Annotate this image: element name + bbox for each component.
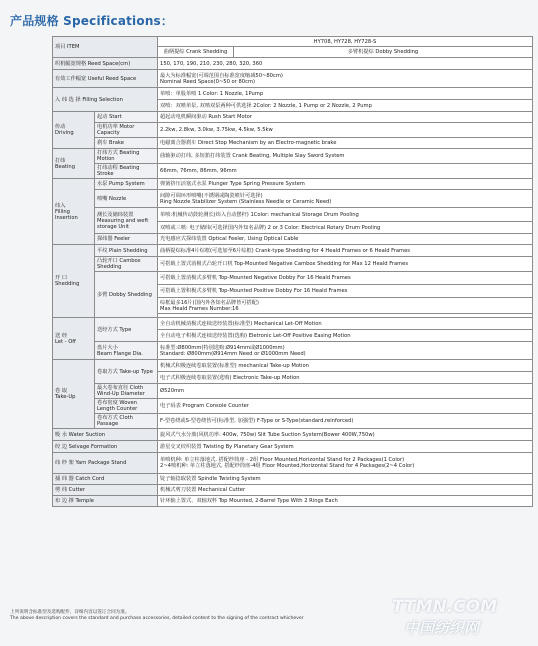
spec-category: 有效工作幅宽 Useful Reed Space bbox=[53, 70, 158, 88]
spec-category: 织机幅宽规格 Reed Space(cm) bbox=[53, 58, 158, 70]
spec-subcategory: 最大卷布直径 Cloth Wind-Up Diameter bbox=[95, 384, 158, 399]
spec-subcategory: 多臂 Dobby Shedding bbox=[95, 272, 158, 318]
spec-value: 单喷机种: 单立柱落地式, 搭配纱筒座 - 2组 Floor Mounted,Horizontal Stand for 2 Packages(1 Color) 2~4喷机种: 单立柱落地式, 搭配纱筒座-4组 Floor Mounted,Horizontal Stand for 4 Packages(2~4 Color) bbox=[158, 453, 533, 474]
table-row bbox=[53, 123, 533, 138]
table-row bbox=[53, 474, 533, 485]
spec-value: 锭子轴捻取装置 Spindle Twisting System bbox=[158, 474, 533, 485]
spec-category: 送 经 Let - Off bbox=[53, 318, 95, 360]
spec-value: 曲轴驱动打纬, 多短筘打纬装置 Crank Beating, Multiple Slay Sword System bbox=[158, 149, 533, 164]
spec-value: 可搭载上置消极式多臂机 Top-Mounted Negative Dobby For 16 Heald Frames bbox=[158, 272, 533, 285]
table-row bbox=[53, 112, 533, 123]
watermark-site: TTMN.COM bbox=[392, 597, 498, 617]
spec-category: 剪 纬 Cutter bbox=[53, 485, 158, 496]
spec-subcategory: 平纹 Plain Shedding bbox=[95, 245, 158, 257]
spec-subcategory: 起动 Start bbox=[95, 112, 158, 123]
spec-category: 开 口 Shedding bbox=[53, 245, 95, 318]
spec-subcategory: 卷取方式 Take-up Type bbox=[95, 360, 158, 384]
spec-value: 单喷:机械传动鼓轮测长(纬入自动摆杆) 1Color: mechanical Storage Drum Pooling bbox=[158, 208, 533, 222]
watermark-chinese: 中国纺织网 bbox=[404, 619, 480, 637]
spec-subcategory: 喷嘴 Nozzle bbox=[95, 190, 158, 208]
spec-value: 双喷：双喷单泵, 双喷双泵两种可供选择 2Color: 2 Nozzle, 1 Pump or 2 Nozzle, 2 Pump bbox=[158, 100, 533, 112]
spec-subcategory: 凸轮开口 Cambox Shedding bbox=[95, 257, 158, 272]
table-row bbox=[53, 208, 533, 222]
spec-category: 纬入 Filling Insertion bbox=[53, 179, 95, 245]
table-row bbox=[53, 58, 533, 70]
spec-value: 曲柄提综标准4片综框(可选加至6片综框) Crank-type Shedding for 4 Heald Frames or 6 Heald Frames bbox=[158, 245, 533, 257]
spec-value: 全自动机械消极式连续送经装置(标准型) Mechanical Let-Off Motion bbox=[158, 318, 533, 330]
spec-category: 纬 纱 架 Yarn Package Stand bbox=[53, 453, 158, 474]
spec-value: 游星交叉绞织装置 Twisting By Planetary Gear System bbox=[158, 441, 533, 453]
table-row bbox=[53, 485, 533, 496]
spec-category: 捕 纬 器 Catch Cord bbox=[53, 474, 158, 485]
spec-category: 入 纬 选 择 Filling Selection bbox=[53, 88, 158, 112]
table-row bbox=[53, 149, 533, 164]
table-row bbox=[53, 384, 533, 399]
table-row bbox=[53, 360, 533, 372]
table-row bbox=[53, 70, 533, 88]
footnote-chinese: 上列说明含标准型及选购配件，详细内容以签订合同为准。 bbox=[10, 610, 130, 615]
spec-value: 标准型:Ø800mm(特别选购:Ø914mm或Ø1000mm) Standard: Ø800mm(Ø914mm Need or Ø1000mm Need) bbox=[158, 342, 533, 360]
spec-value: 可搭载上置式消极式凸轮开口机 Top-Mounted Negative Cambox Shedding for Max 12 Heald Frames bbox=[158, 257, 533, 272]
spec-value: 2.2kw, 2.8kw, 3.0kw, 3.75kw, 4.5kw, 5.5kw bbox=[158, 123, 533, 138]
table-row bbox=[53, 399, 533, 414]
spec-subcategory: 打纬方式 Beating Motion bbox=[95, 149, 158, 164]
spec-value: F-型卷绕或S-型卷绕皆可(标准型, 加强型) F-Type or S-Type(standard,reinforced) bbox=[158, 414, 533, 429]
table-row bbox=[53, 37, 533, 47]
spec-value: 机械式剪刀装置 Mechanical Cutter bbox=[158, 485, 533, 496]
spec-value: 66mm, 76mm, 86mm, 96mm bbox=[158, 164, 533, 179]
spec-value: 机械式积极连续卷取装置(标准型) mechanical Take-up Motion bbox=[158, 360, 533, 372]
spec-value: 150, 170, 190, 210, 230, 280, 320, 360 bbox=[158, 58, 533, 70]
spec-value: Ø520mm bbox=[158, 384, 533, 399]
spec-value: 间隙可调环形喷嘴(不锈钢或陶瓷喷针可选择) Ring Nozzle Stabilizer System (Stainless Needle or Ceramic Need) bbox=[158, 190, 533, 208]
spec-value: 最大为标准幅宽(可调范围自标准宽度缩减50~80cm) Nominal Reed Space(0~50 or 80cm) bbox=[158, 70, 533, 88]
spec-value: 曲柄提综 Crank Shedding bbox=[158, 47, 234, 58]
spec-subcategory: 测长及储纬装置 Measuring and weft storage Unit bbox=[95, 208, 158, 234]
spec-value: 单喷：单股单喷 1 Color: 1 Nozzle, 1Pump bbox=[158, 88, 533, 100]
spec-subcategory: 探纬器 Feeler bbox=[95, 234, 158, 245]
spec-value: 全自动电子积极式连续送经装置(选购) Eletronic Let-Off Positive Easing Motion bbox=[158, 330, 533, 342]
spec-category: 布 边 撑 Temple bbox=[53, 496, 158, 507]
spec-value: 多臂机提综 Dobby Shedding bbox=[234, 47, 533, 58]
spec-category: 项目 ITEM bbox=[53, 37, 158, 58]
table-row bbox=[53, 257, 533, 272]
spec-category: 绞 边 Selvage Formation bbox=[53, 441, 158, 453]
table-row bbox=[53, 164, 533, 179]
table-row bbox=[53, 234, 533, 245]
table-row bbox=[53, 496, 533, 507]
spec-subcategory: 电机功率 Motor Capacity bbox=[95, 123, 158, 138]
spec-subcategory: 水泵 Pump System bbox=[95, 179, 158, 190]
table-row bbox=[53, 179, 533, 190]
table-row bbox=[53, 318, 533, 330]
spec-value: 超起动电机瞬间驱动 Rush Start Motor bbox=[158, 112, 533, 123]
spec-category: 吸 水 Water Suction bbox=[53, 429, 158, 441]
spec-value: 针环轴上置式、双轴双杯 Top Mounted, 2-Barrel Type With 2 Rings Each bbox=[158, 496, 533, 507]
table-row bbox=[53, 138, 533, 149]
spec-value: 电子码表 Program Console Counter bbox=[158, 399, 533, 414]
spec-subcategory: 盘片大小 Beam Flange Dia. bbox=[95, 342, 158, 360]
spec-category: 卷 取 Take-Up bbox=[53, 360, 95, 429]
footnote-english: The above description covers the standard and purchase accessories, detailed content to the signing of the contract whichever bbox=[10, 616, 304, 622]
spec-subcategory: 刹车 Brake bbox=[95, 138, 158, 149]
spec-subcategory: 打纬动程 Beating Stroke bbox=[95, 164, 158, 179]
table-row bbox=[53, 429, 533, 441]
table-row bbox=[53, 414, 533, 429]
spec-value: 旋风式气水分离(风机功率: 400w, 750w) Slit Tube Suction System(Bower 400W,750w) bbox=[158, 429, 533, 441]
table-row bbox=[53, 342, 533, 360]
spec-category: 打纬 Beating bbox=[53, 149, 95, 179]
spec-value: 综框最多16片(国内外各知名品牌皆可搭配) Max Heald Frames Number:16 bbox=[158, 298, 533, 314]
table-row bbox=[53, 245, 533, 257]
table-row bbox=[53, 453, 533, 474]
table-row bbox=[53, 441, 533, 453]
table-row bbox=[53, 88, 533, 100]
spec-subcategory: 卷布密度 Woven Length Counter bbox=[95, 399, 158, 414]
spec-value: HY708, HY728, HY728-S bbox=[158, 37, 533, 47]
spec-value: 电子式积极连续卷取装置(选购) Electronic Take-up Motion bbox=[158, 372, 533, 384]
spec-value: 光电感应式探纬装置 Optical Feeler, Using Optical Cable bbox=[158, 234, 533, 245]
spec-subcategory: 卷布方式 Cloth Passage bbox=[95, 414, 158, 429]
spec-category: 传动 Driving bbox=[53, 112, 95, 149]
spec-subcategory: 送经方式 Type bbox=[95, 318, 158, 342]
table-row bbox=[53, 190, 533, 208]
page-title: 产品规格 Specifications： bbox=[10, 14, 174, 28]
specifications-table bbox=[52, 36, 533, 507]
specifications-table-body bbox=[53, 37, 533, 507]
table-row bbox=[53, 272, 533, 285]
spec-value: 双喷或三喷: 电子储纬(可选择国内外知名品牌) 2 or 3 Color: Electrical Rotary Drum Pooling bbox=[158, 222, 533, 234]
spec-value: 弹簧挤压活塞式水泵 Plunger Type Spring Pressure System bbox=[158, 179, 533, 190]
spec-value: 可搭载上置积极式多臂机 Top-Mounted Positive Dobby For 16 Heald Frames bbox=[158, 285, 533, 298]
spec-value: 电磁离合器刹车 Direct Stop Mechanism by an Electro-magnetic brake bbox=[158, 138, 533, 149]
